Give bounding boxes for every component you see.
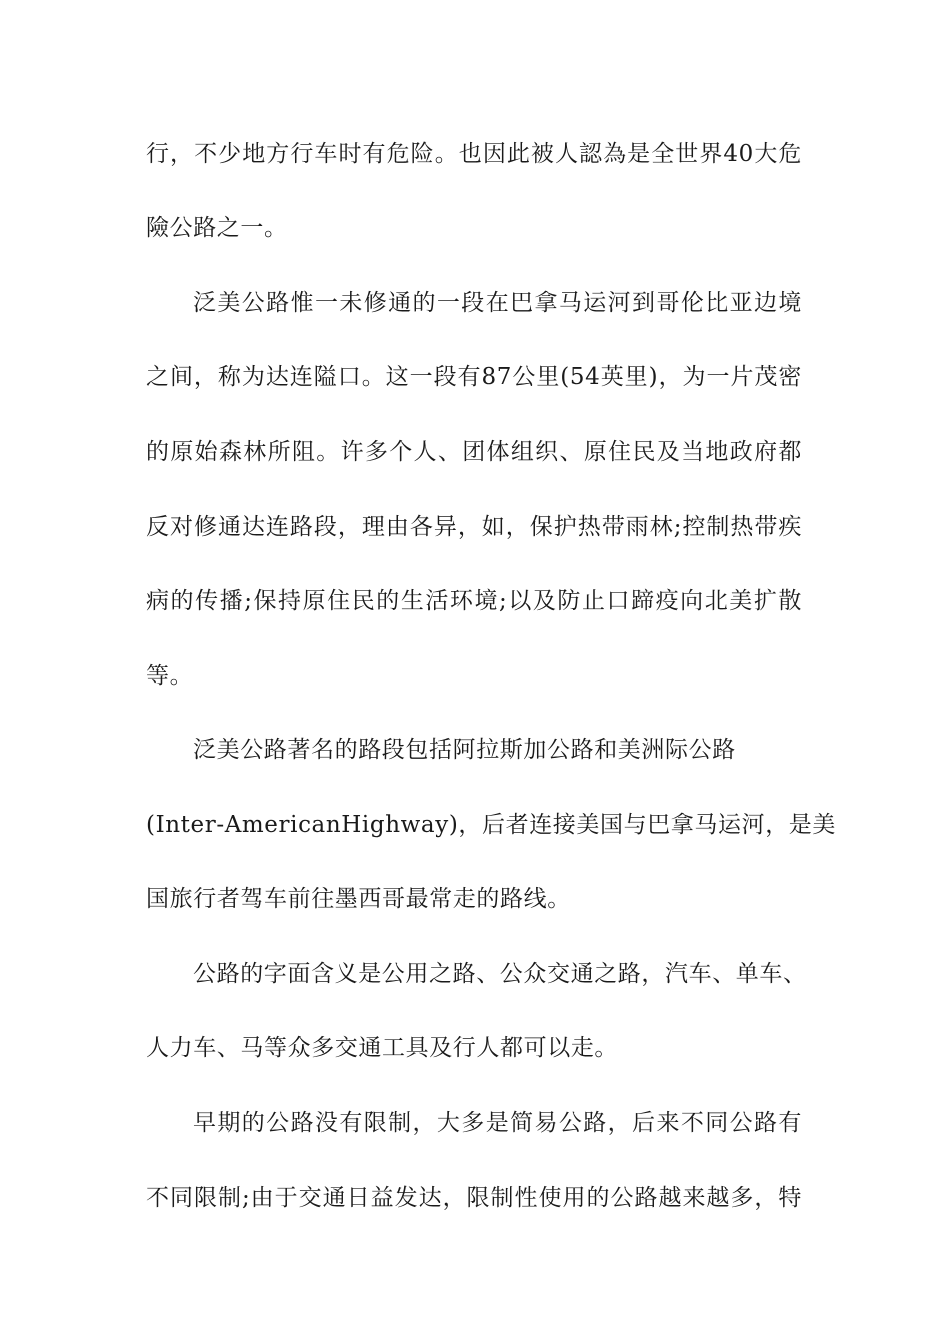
text-line: 等。 [146,663,194,689]
text-line: 的原始森林所阻。许多个人、团体组织、原住民及当地政府都 [146,439,802,465]
text-line: 国旅行者驾车前往墨西哥最常走的路线。 [146,886,571,912]
text-line: 不同限制;由于交通日益发达，限制性使用的公路越来越多，特 [146,1185,802,1211]
text-line: 之间，称为达连隘口。这一段有87公里(54英里)，为一片茂密 [146,364,802,390]
paragraph-first-line: 泛美公路著名的路段包括阿拉斯加公路和美洲际公路 [193,737,736,763]
text-line: (Inter-AmericanHighway)，后者连接美国与巴拿马运河，是美 [146,812,836,838]
paragraph-first-line: 早期的公路没有限制，大多是简易公路，后来不同公路有 [193,1110,802,1136]
paragraph-first-line: 泛美公路惟一未修通的一段在巴拿马运河到哥伦比亚边境 [193,290,802,316]
text-line: 病的传播;保持原住民的生活环境;以及防止口蹄疫向北美扩散 [146,588,802,614]
text-line: 反对修通达连路段，理由各异，如，保护热带雨林;控制热带疾 [146,514,802,540]
text-line: 行，不少地方行车时有危险。也因此被人認為是全世界40大危 [146,141,802,167]
paragraph-first-line: 公路的字面含义是公用之路、公众交通之路，汽车、单车、 [193,961,807,987]
text-line: 人力车、马等众多交通工具及行人都可以走。 [146,1035,618,1061]
text-line: 險公路之一。 [146,215,288,241]
